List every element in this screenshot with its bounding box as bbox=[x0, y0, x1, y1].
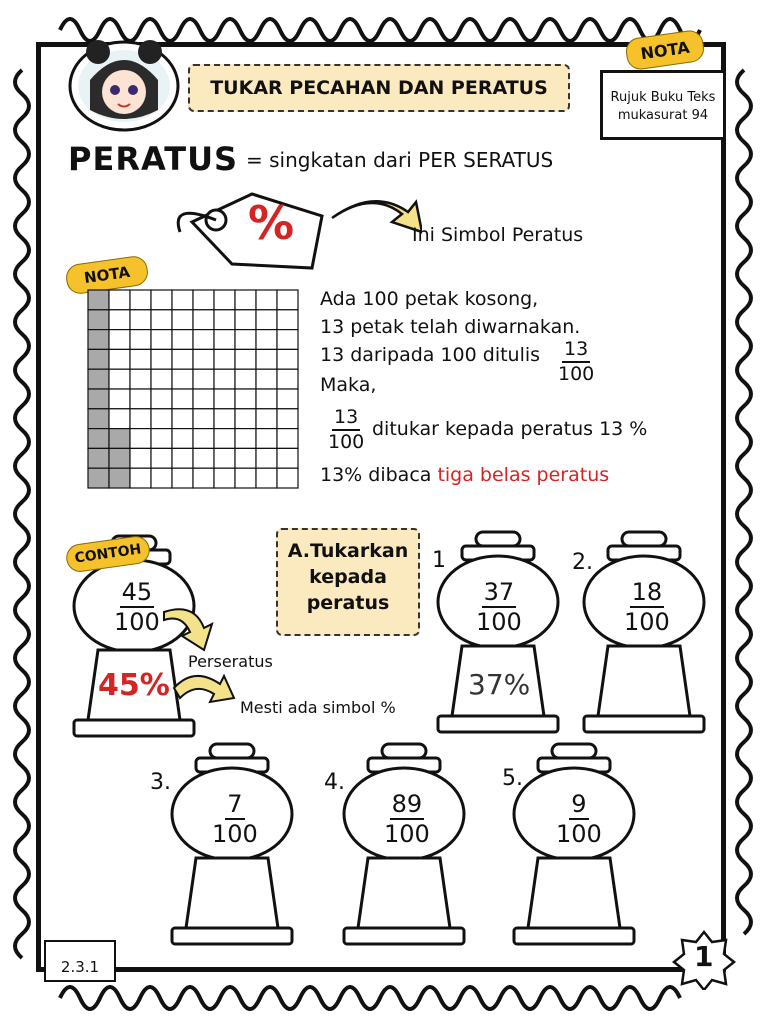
fraction-numerator: 13 bbox=[562, 340, 590, 363]
peratus-heading: PERATUS bbox=[68, 140, 239, 178]
fraction-numerator: 45 bbox=[121, 578, 153, 606]
fraction-denominator: 100 bbox=[384, 820, 430, 848]
reading-highlight: tiga belas peratus bbox=[437, 464, 610, 486]
fraction-numerator: 18 bbox=[631, 578, 663, 606]
fraction-numerator: 7 bbox=[227, 790, 243, 818]
nota-line-3: 13 daripada 100 ditulis bbox=[320, 344, 541, 366]
nota-tag-grid: NOTA bbox=[64, 254, 149, 295]
question-3-fraction bbox=[212, 792, 258, 846]
fraction-denominator: 100 bbox=[558, 363, 595, 385]
nota-line-6-prefix: 13% dibaca bbox=[320, 464, 432, 486]
peratus-definition: = singkatan dari PER SERATUS bbox=[246, 148, 554, 172]
lesson-code: 2.3.1 bbox=[44, 940, 116, 982]
reference-line-1: Rujuk Buku Teks bbox=[610, 90, 716, 105]
question-1-answer[interactable]: 37% bbox=[468, 668, 531, 701]
question-3-label: 3. bbox=[150, 770, 171, 795]
page-title: TUKAR PECAHAN DAN PERATUS bbox=[188, 64, 570, 112]
example-fraction bbox=[114, 580, 160, 634]
fraction-denominator: 100 bbox=[114, 608, 160, 636]
nota-tag-top: NOTA bbox=[624, 29, 706, 72]
instruction-line-2: kepada bbox=[309, 566, 387, 588]
nota-line-2: 13 petak telah diwarnakan. bbox=[320, 316, 581, 338]
question-1-fraction bbox=[476, 580, 522, 634]
fraction-denominator: 100 bbox=[212, 820, 258, 848]
fraction-numerator: 89 bbox=[391, 790, 423, 818]
nota-line-5: ditukar kepada peratus 13 % bbox=[372, 418, 648, 440]
label-perseratus: Perseratus bbox=[188, 652, 273, 671]
fraction-denominator: 100 bbox=[624, 608, 670, 636]
example-answer: 45% bbox=[98, 668, 170, 703]
symbol-caption: Ini Simbol Peratus bbox=[412, 224, 584, 246]
question-1-label: 1 bbox=[432, 548, 446, 573]
instruction-line-3: peratus bbox=[306, 592, 390, 614]
nota-line-4: Maka, bbox=[320, 374, 377, 396]
fraction-denominator: 100 bbox=[476, 608, 522, 636]
question-5-label: 5. bbox=[502, 766, 523, 791]
fraction-numerator: 37 bbox=[483, 578, 515, 606]
question-4-answer-space[interactable] bbox=[372, 880, 436, 914]
fraction-numerator: 13 bbox=[332, 408, 360, 431]
question-2-fraction bbox=[624, 580, 670, 634]
instruction-box bbox=[276, 528, 420, 636]
percent-symbol: % bbox=[248, 196, 295, 250]
question-2-label: 2. bbox=[572, 550, 593, 575]
question-3-answer-space[interactable] bbox=[200, 880, 264, 914]
instruction-line-1: A.Tukarkan bbox=[287, 540, 409, 562]
contoh-tag: CONTOH bbox=[64, 534, 151, 573]
reference-line-2: mukasurat 94 bbox=[617, 108, 709, 123]
question-4-fraction bbox=[384, 792, 430, 846]
page-number: 1 bbox=[694, 940, 714, 973]
question-5-fraction bbox=[556, 792, 602, 846]
label-must-have-symbol: Mesti ada simbol % bbox=[240, 698, 396, 717]
question-2-answer-space[interactable] bbox=[612, 668, 676, 702]
question-5-answer-space[interactable] bbox=[542, 880, 606, 914]
fraction-denominator: 100 bbox=[556, 820, 602, 848]
fraction-denominator: 100 bbox=[328, 431, 365, 453]
question-4-label: 4. bbox=[324, 770, 345, 795]
nota-line-1: Ada 100 petak kosong, bbox=[320, 288, 539, 310]
fraction-numerator: 9 bbox=[571, 790, 587, 818]
